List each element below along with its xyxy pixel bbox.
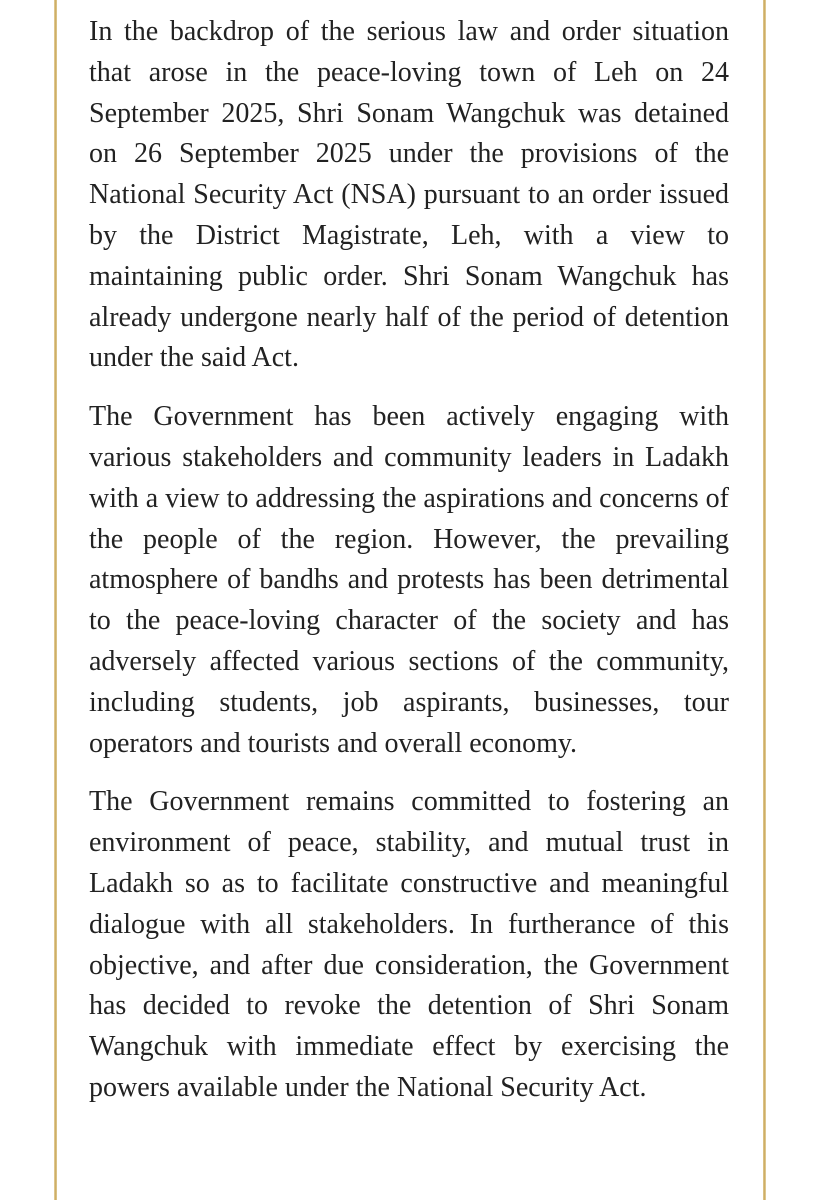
paragraph-engagement: The Government has been actively engaging with various stakeholders and community leaders in Ladakh with a view to addressing the aspirations and concerns of the people of the region. However, the prevailing atmosphere of bandhs and protests has been detrimental to the peace-loving character of the society and has adversely affected various sections of the community, including students, job aspirants, businesses, tour operators and tourists and overall economy. — [89, 401, 729, 759]
paragraph-revocation: The Government remains committed to fostering an environment of peace, stability, and mutual trust in Ladakh so as to facilitate constructive and meaningful dialogue with all stakeholders. In furtherance of this objective, and after due consideration, the Government has decided to revoke the detention of Shri Sonam Wangchuk with immediate effect by exercising the powers available under the National Security Act. — [89, 786, 729, 1103]
left-gold-border — [54, 0, 57, 1200]
right-gold-border — [763, 0, 766, 1200]
paragraph-detention: In the backdrop of the serious law and order situation that arose in the peace-loving town of Leh on 24 September 2025, Shri Sonam Wangchuk was detained on 26 September 2025 under the provisions of the National Security Act (NSA) pursuant to an order issued by the District Magistrate, Leh, with a view to maintaining public order. Shri Sonam Wangchuk has already undergone nearly half of the period of detention under the said Act. — [89, 16, 729, 374]
document-body — [89, 12, 729, 1127]
